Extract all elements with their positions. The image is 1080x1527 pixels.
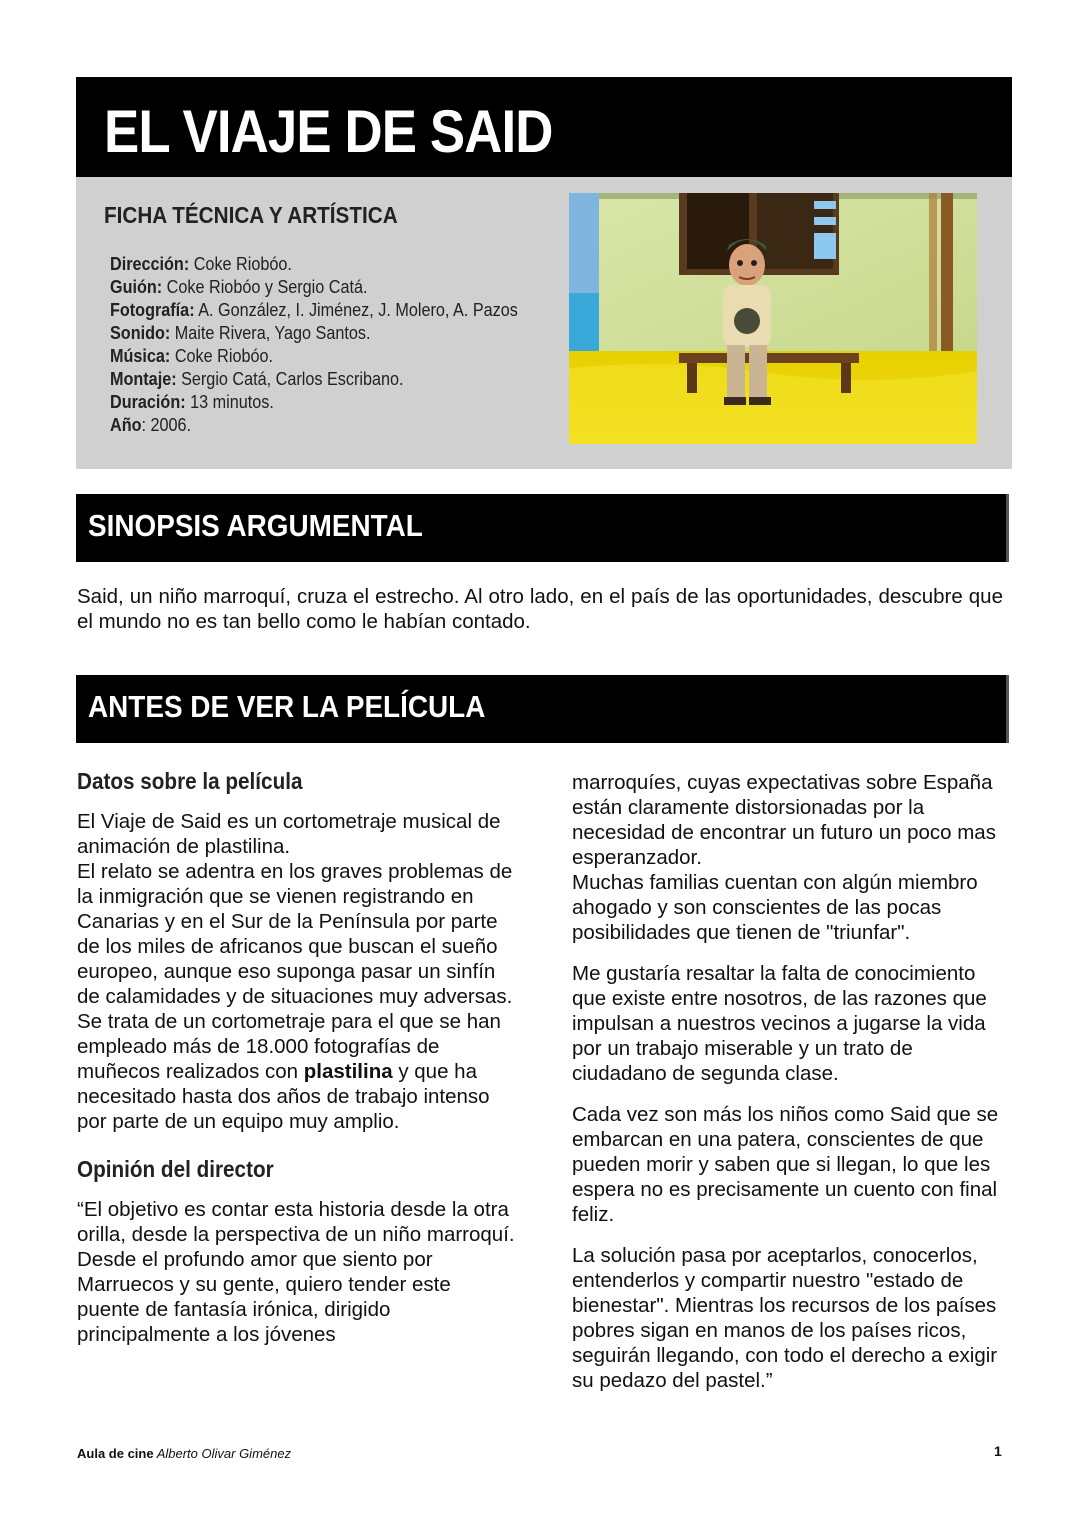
credit-item: Montaje: Sergio Catá, Carlos Escribano. (110, 369, 404, 389)
opinion-paragraph: Me gustaría resaltar la falta de conocimiento que existe entre nosotros, de las razones que impulsan a nuestros vecinos a jugarse la vida por un trabajo miserable y un trato de ciudadano de segunda clase. (572, 962, 987, 1085)
page-title: EL VIAJE DE SAID (104, 98, 553, 165)
ficha-heading: FICHA TÉCNICA Y ARTÍSTICA (104, 202, 398, 228)
credit-item: Año: 2006. (110, 415, 192, 435)
datos-heading: Datos sobre la película (77, 768, 303, 794)
film-still-image (569, 193, 977, 444)
opinion-paragraph: “El objetivo es contar esta historia desde la otra orilla, desde la perspectiva de un niño marroquí. Desde el profundo amor que siento por Marruecos y su gente, quiero tender este puente de fantasía irónica, dirigido principalmente a los jóvenes (77, 1198, 515, 1346)
footer-credit: Aula de cine Alberto Olivar Giménez (77, 1446, 292, 1461)
credit-item: Dirección: Coke Riobóo. (110, 254, 292, 274)
title-bar (76, 77, 1012, 177)
credit-item: Duración: 13 minutos. (110, 392, 274, 412)
datos-paragraph: El relato se adentra en los graves problemas de la inmigración que se vienen registrando en Canarias y en el Sur de la Península por parte de los miles de africanos que buscan el sueño europeo, aunque eso suponga pasar un sinfín de calamidades y de situaciones muy adversas. (77, 860, 513, 1008)
ficha-panel (76, 177, 1012, 469)
opinion-paragraph: marroquíes, cuyas expectativas sobre España están claramente distorsionadas por la necesidad de encontrar un futuro un poco mas esperanzador. (572, 771, 996, 869)
credit-item: Guión: Coke Riobóo y Sergio Catá. (110, 277, 368, 297)
credits-list (110, 253, 563, 437)
right-column (572, 770, 1012, 1393)
opinion-paragraph: La solución pasa por aceptarlos, conocerlos, entenderlos y compartir nuestro "estado de bienestar". Mientras los recursos de los países pobres sigan en manos de los países ricos, seguirán llegando, con todo el derecho a exigir su pedazo del pastel.” (572, 1244, 998, 1392)
sinopsis-bar (76, 494, 1009, 562)
datos-paragraph: El Viaje de Said es un cortometraje musical de animación de plastilina. (77, 810, 501, 858)
credit-item: Sonido: Maite Rivera, Yago Santos. (110, 323, 371, 343)
left-column (77, 768, 517, 1347)
antes-bar (76, 675, 1009, 743)
opinion-paragraph: Muchas familias cuentan con algún miembro ahogado y son conscientes de las pocas posibilidades que tienen de "triunfar". (572, 871, 978, 944)
sinopsis-heading: SINOPSIS ARGUMENTAL (88, 508, 423, 543)
opinion-heading: Opinión del director (77, 1156, 274, 1182)
page-number: 1 (994, 1443, 1002, 1459)
credit-item: Música: Coke Riobóo. (110, 346, 273, 366)
antes-heading: ANTES DE VER LA PELÍCULA (88, 689, 486, 724)
sinopsis-text: Said, un niño marroquí, cruza el estrecho. Al otro lado, en el país de las oportunidades, descubre que el mundo no es tan bello como le habían contado. (77, 585, 1003, 633)
datos-paragraph: Se trata de un cortometraje para el que se han empleado más de 18.000 fotografías de muñecos realizados con plastilina y que ha necesitado hasta dos años de trabajo intenso por parte de un equipo muy amplio. (77, 1010, 501, 1133)
credit-item: Fotografía: A. González, I. Jiménez, J. Molero, A. Pazos (110, 300, 518, 320)
opinion-paragraph: Cada vez son más los niños como Said que se embarcan en una patera, conscientes de que pueden morir y saben que si llegan, lo que les espera no es precisamente un cuento con final feliz. (572, 1103, 999, 1226)
